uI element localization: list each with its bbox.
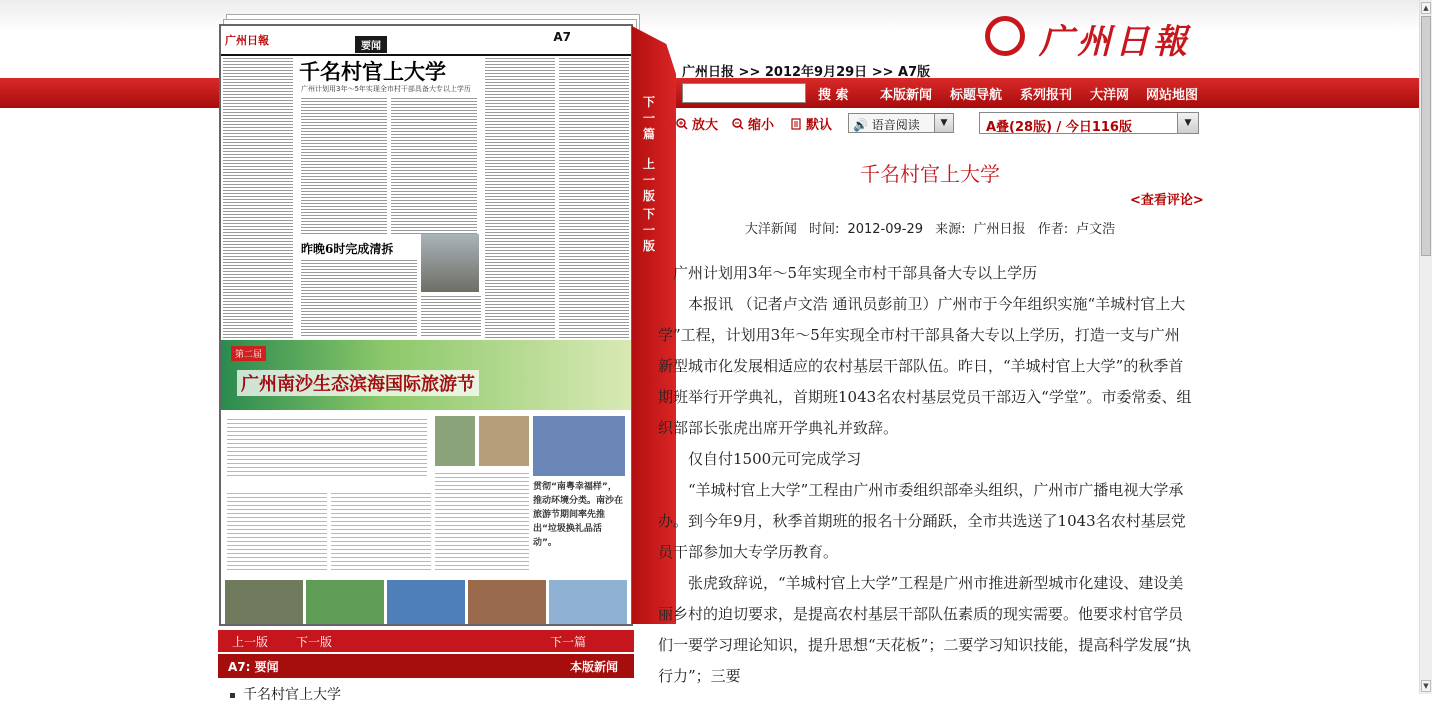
ad-title: 广州南沙生态滨海国际旅游节 [237, 370, 479, 396]
scroll-down-icon[interactable]: ▼ [1421, 680, 1431, 692]
ad-photo [225, 580, 303, 624]
breadcrumb [682, 61, 930, 80]
zoom-in-icon [676, 118, 688, 130]
article-body [658, 258, 1194, 692]
article-source-label: 来源: [935, 222, 966, 237]
newspaper-text-column [421, 294, 481, 338]
newspaper-section-label: 要闻 [355, 36, 387, 53]
ad-photo [387, 580, 465, 624]
zoom-out-label: 缩小 [748, 118, 775, 133]
voice-read-label: 🔊 语音阅读 [853, 118, 920, 132]
article-author: 卢文浩 [1076, 222, 1116, 237]
article-subheading: 仅自付1500元可完成学习 [688, 450, 862, 468]
page-label: A7: 要闻 [228, 660, 279, 674]
ad-photo [549, 580, 627, 624]
breadcrumb-date[interactable]: 2012年9月29日 [764, 65, 868, 80]
nav-item-dayoo[interactable]: 大洋网 [1090, 88, 1130, 103]
newspaper-text-column [559, 56, 629, 338]
ad-photo [533, 416, 625, 476]
article-source-site: 大洋新闻 [744, 222, 797, 237]
pager-bar [218, 630, 634, 652]
default-size-label: 默认 [806, 118, 833, 133]
article-time: 2012-09-29 [847, 222, 923, 237]
scroll-up-icon[interactable]: ▲ [1421, 2, 1431, 14]
breadcrumb-page[interactable]: A7版 [898, 65, 931, 80]
nav-item-page-news[interactable]: 本版新闻 [880, 88, 933, 103]
newspaper-logo: 广州日報 [225, 34, 269, 47]
prev-page-link[interactable]: 上一版 [232, 635, 269, 649]
search-input[interactable] [682, 83, 806, 103]
breadcrumb-separator: >> [871, 65, 899, 80]
page-scrollbar[interactable] [1419, 0, 1432, 694]
zoom-in-label: 放大 [692, 118, 719, 133]
edition-select-value: A叠(28版) / 今日116版 [986, 120, 1132, 135]
newspaper-page-image[interactable] [219, 24, 633, 626]
newspaper-text-column [223, 56, 293, 338]
ad-text-block [227, 490, 327, 570]
list-item-label: 千名村官上大学 [243, 687, 341, 703]
list-item[interactable] [230, 684, 341, 704]
search-button[interactable]: 搜 索 [818, 88, 849, 103]
newspaper-text-column [485, 56, 555, 338]
article-paragraph: 本报讯 （记者卢文浩 通讯员彭前卫）广州市于今年组织实施“羊城村官上大学”工程，计划用3年～5年实现全市村干部具备大专以上学历，打造一支与广州新型城市化发展相适应的农村基层干部队伍。昨日，“羊城村官上大学”的秋季首期班举行开学典礼，首期班1043名农村基层党员干部迈入“学堂”。市委常委、组织部部长张虎出席开学典礼并致辞。 [658, 295, 1192, 437]
nav-item-series[interactable]: 系列报刊 [1020, 88, 1073, 103]
nav-item-headline-nav[interactable]: 标题导航 [950, 88, 1003, 103]
article-paragraph: “羊城村官上大学”工程由广州市委组织部牵头组织，广州市广播电视大学承办。到今年9月，秋季首期班的报名十分踊跃，全市共选送了1043名农村基层党员干部参加大专学历教育。 [658, 481, 1186, 561]
article-author-label: 作者: [1037, 222, 1069, 237]
newspaper-text-column [301, 96, 387, 236]
document-icon [790, 118, 802, 130]
article-title: 千名村官上大学 [860, 162, 1000, 186]
nav-item-sitemap[interactable]: 网站地图 [1146, 88, 1199, 103]
newspaper-text-column [301, 258, 417, 338]
newspaper-photo [421, 234, 479, 292]
ribbon-next-page-link[interactable]: 下一版 [642, 207, 655, 253]
breadcrumb-separator: >> [738, 65, 765, 80]
article-paragraph: 张虎致辞说，“羊城村官上大学”工程是广州市推进新型城市化建设、建设美丽乡村的迫切要求，是提高农村基层干部队伍素质的现实需要。他要求村官学员们一要学习理论知识，提升思想“天花板”；二要学习知识技能，提高科学发展“执行力”；三要 [658, 574, 1192, 685]
chevron-down-icon[interactable]: ▼ [1177, 113, 1198, 133]
ad-text-block [435, 470, 529, 570]
page-news-link[interactable]: 本版新闻 [570, 660, 619, 674]
ad-text-block [227, 416, 427, 476]
ad-photo [306, 580, 384, 624]
ad-photo [468, 580, 546, 624]
view-comments-link[interactable]: <查看评论> [1130, 193, 1204, 208]
ad-photo-strip [225, 580, 627, 624]
newspaper-advertisement [221, 340, 631, 626]
ad-photo [435, 416, 475, 466]
edition-select[interactable] [979, 112, 1199, 134]
bullet-icon [230, 693, 235, 698]
ribbon-next-article-link[interactable]: 下一篇 [642, 95, 655, 141]
ad-edition-label: 第二届 [231, 346, 266, 361]
site-logo[interactable] [985, 12, 1200, 62]
default-size-button[interactable] [790, 114, 832, 133]
article-meta [660, 218, 1200, 237]
next-page-link[interactable]: 下一版 [296, 635, 333, 649]
voice-read-text: 语音阅读 [871, 118, 920, 132]
ad-photo [479, 416, 529, 466]
ad-text-block [331, 490, 431, 570]
newspaper-masthead [221, 26, 631, 56]
chevron-down-icon[interactable]: ▼ [934, 114, 953, 132]
logo-text: 广州日報 [1039, 22, 1191, 62]
logo-emblem-icon [985, 16, 1025, 56]
article-time-label: 时间: [809, 222, 840, 237]
scrollbar-thumb[interactable] [1421, 16, 1431, 256]
zoom-out-icon [732, 118, 744, 130]
zoom-in-button[interactable] [676, 114, 718, 133]
ad-slogan: 贯彻“南粤幸福样”，推动环境分类。南沙在旅游节期间率先推出“垃圾换礼品活动”。 [533, 482, 624, 548]
newspaper-page-number: A7 [553, 30, 571, 44]
article-subtitle: 广州计划用3年～5年实现全市村干部具备大专以上学历 [673, 264, 1038, 282]
newspaper-text-column [391, 96, 477, 236]
newspaper-headline[interactable]: 千名村官上大学 [299, 59, 446, 84]
next-article-link[interactable]: 下一篇 [550, 635, 587, 649]
article-source: 广州日报 [973, 222, 1026, 237]
page-label-bar [218, 654, 634, 678]
voice-read-select[interactable] [848, 113, 954, 133]
breadcrumb-paper[interactable]: 广州日报 [682, 65, 735, 80]
newspaper-subhead: 广州计划用3年～5年实现全市村干部具备大专以上学历 [301, 85, 471, 93]
newspaper-headline-2[interactable]: 昨晚6时完成清拆 [301, 242, 394, 256]
zoom-out-button[interactable] [732, 114, 774, 133]
ribbon-prev-page-link[interactable]: 上一版 [642, 157, 655, 203]
